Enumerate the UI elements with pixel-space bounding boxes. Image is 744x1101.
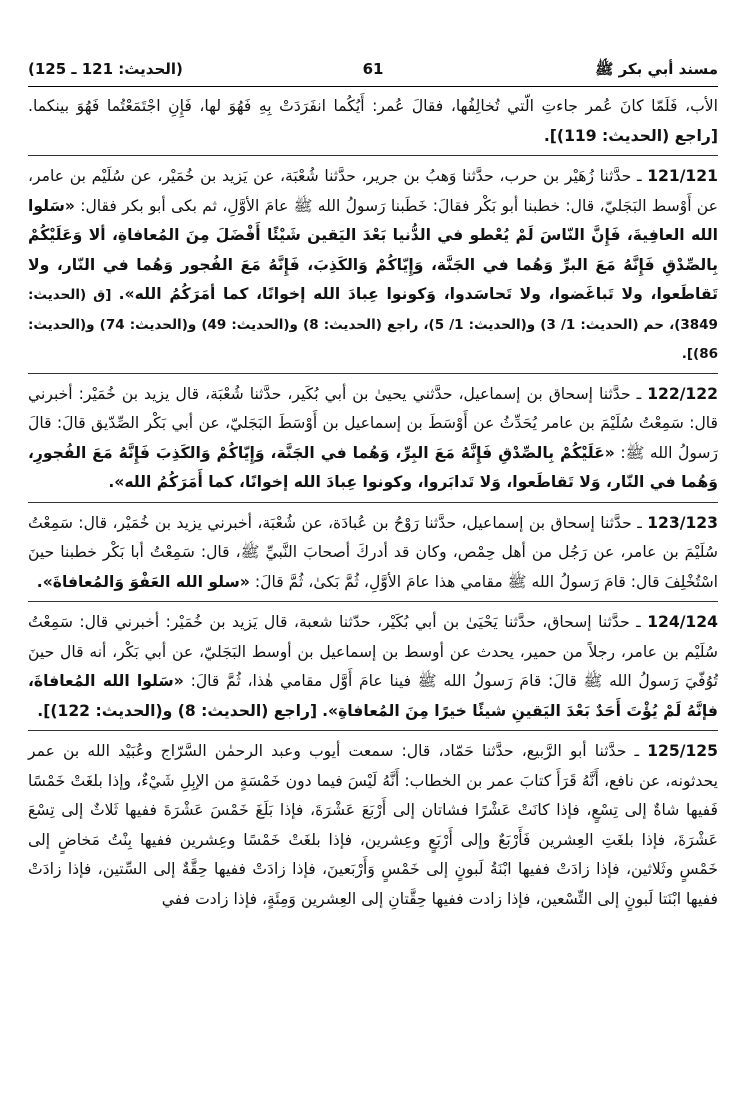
hadith-121 [28, 162, 718, 369]
hadith-matn: «سَلوا الله العافِيةَ، فَإِنَّ النّاسَ لَمْ يُعْطو في الدُّنيا بَعْدَ اليَقين شَيْئًا أَفْضَلَ مِنَ المُعافاةِ، ألا وَعَلَيْكُمْ بِالصِّدْقِ فَإِنَّهُ مَعَ البرِّ وَهُما في الجَنَّة، وَإِيّاكُمْ وَالكَذِبَ، فَإِنَّهُ مَعَ الفُجور وَهُما في النّار، ولا تَقاطَعوا، ولا تَباغَضوا، ولا تَحاسَدوا، وَكونوا عِبادَ الله إخوانًا، كما أمَرَكُمُ الله». [28, 196, 718, 303]
hadith-122 [28, 380, 718, 498]
hadith-matn: «سَلوا الله المُعافاةَ، فإنَّهُ لَمْ يُؤْتَ أَحَدٌ بَعْدَ اليَقينِ شيئًا خيرًا مِنَ المُعافاةِ». [28, 672, 718, 720]
hadith-matn: «عَلَيْكُمْ بِالصِّدْقِ فَإِنَّهُ مَعَ البِرِّ، وَهُما في الجَنَّة، وَإِيّاكُمْ وَالكَذِبَ فَإِنَّهُ مَعَ الفُجورِ، وَهُما في النّار، وَلا تَقاطَعوا، وَلا تَدابَروا، وكونوا عِبادَ الله إخوانًا، كما أَمَرَكُمُ الله». [28, 443, 718, 491]
hadith-text: ـ حدَّثنا أبو الرَّبيع، حدَّثنا حَمّاد، قال: سمعت أيوب وعبد الرحمٰن السَّرّاج وعُبَيْد الله بن عمر يحدثونه، عن نافع، أَنَّهُ قَرَأَ كتابَ عمر بن الخطاب: أَنَّهُ لَيْسَ فيما دون خَمْسَةٍ من الإبِلِ شَيْءٌ، وإذا بلغَتْ خَمْسًا فَفيها شاةٌ إلى تِسْعٍ، فإذا كانَتْ عَشْرًا فشاتان إلى أَرْبَعَ عَشْرَةَ، فإذا بَلَغَ خَمْسَ عَشْرَةَ ففيها ثَلاثٌ إلى تِسْعَ عَشْرَةَ، فإذا بلغَتِ العِشرين فَأَرْبَعٌ وإلى أَرْبَعٍ وعِشرين، فإذا بلغَتْ خَمْسًا وعِشرين ففيها بِنْتُ مَخاضٍ إلى خَمْسٍ وثَلاثين، فإذا زادَتْ ففيها ابْنَةُ لَبونٍ إلى خَمْسٍ وَأَرْبَعينَ، فإذا زادَتْ ففيها حِقَّةٌ إلى السِّتين، فإذا زادَتْ ففيها ابْنَتا لَبونٍ إلى التِّسْعين، فإذا زادت ففيها حِقَّتانِ إلى العِشرين وَمِئَةٍ، فإذا زادت ففي [28, 742, 718, 908]
separator [28, 601, 718, 602]
hadith-refs: [راجع (الحديث: 8) و(الحديث: 122)]. [37, 701, 318, 720]
separator [28, 730, 718, 731]
hadith-number: 122/122 [647, 384, 718, 403]
hadith-125 [28, 737, 718, 914]
page-number: 61 [362, 60, 384, 78]
book-title: مسند أبي بكر ﷺ [595, 60, 718, 78]
hadith-matn: «سلو الله العَفْوَ وَالمُعافاةَ». [36, 572, 250, 591]
hadith-chain: ـ حدَّثنا إسحاق بن إسماعيل، حدَّثنا رَوْحُ بن عُبادَة، عن شُعْبَة، أخبرني يزيد بن خُمَيْر، قال: سَمِعْتُ سُلَيْمَ بن عامر، عن رَجُل من أهل حِمْص، وكان قد أدركَ أصحابَ النَّبيِّ ﷺ، قال: سَمِعْتُ أبا بَكْر خطبنا حينَ اسْتُخْلِفَ قال: قامَ رَسولُ الله ﷺ مقامي هذا عامَ الأوَّلِ، ثُمَّ بَكىٰ، ثُمَّ قالَ: [28, 513, 718, 591]
intro-ref: [راجع (الحديث: 119)]. [543, 126, 718, 145]
hadith-124 [28, 608, 718, 726]
separator [28, 155, 718, 156]
hadith-refs: [ق (الحديث: 3849)، حم (الحديث: 1/ 3) و(الحديث: 1/ 5)، راجع (الحديث: 8) و(الحديث: 49) و(الحديث: 74) و(الحديث: 86)]. [28, 287, 718, 362]
hadith-number: 125/125 [647, 742, 718, 760]
hadith-chain: ـ حدَّثنا إسحاق بن إسماعيل، حدَّثني يحيىٰ بن أبي بُكَير، حدَّثنا شُعْبَة، قال يزيد بن خُمَيْر: أخبرني قال: سَمِعْتُ سُلَيْمَ بن عامر يُحَدِّثُ عن أَوْسَطَ بن إسماعيل بن أَوْسَطَ البَجَليّ، عن أبي بَكْر الصِّدّيق قالَ: قالَ رَسولُ الله ﷺ: [28, 384, 718, 462]
intro-paragraph [28, 92, 718, 151]
separator [28, 373, 718, 374]
intro-text: الأب، فَلَمّا كانَ عُمر جاءتِ الّتي تُخالِفُها، فقالَ عُمر: أَيُكُما انفَرَدَتْ بِهِ فَهُوَ لها، فَإِنِ اجْتَمَعْتُما فَهُوَ بينكما. [28, 97, 718, 115]
hadith-chain: ـ حدَّثنا زُهَيْر بن حرب، حدَّثنا وَهبُ بن جرير، حدَّثنا شُعْبَة، عن يَزيد بن خُمَيْر، عن سُلَيْم بن عامر، عن أَوْسط البَجَليّ، قال: خطبنا أبو بَكْر فقالَ: خَطَبنا رَسولُ الله ﷺ عامَ الأوَّلِ، ثم بكى أبو بكر فقال: [28, 167, 718, 215]
hadith-number: 121/121 [647, 167, 718, 185]
header-rule [28, 86, 718, 87]
page-header [28, 56, 718, 84]
hadith-123 [28, 509, 718, 598]
hadith-number: 123/123 [647, 513, 718, 532]
hadith-chain: ـ حدَّثنا إسحاق، حدَّثنا يَحْيَىٰ بن أبي بُكَيْر، حدّثنا شعبة، قال يَزيد بن خُمَيْر: أخبرني قال: سَمِعْتُ سُلَيْم بن عامر، رجلاً من حمير، يحدث عن أوسط بن إسماعيل بن أوسط البَجَليّ، عن أبي بَكْر، أنه قال حينَ تُوُفّيَ رَسولُ الله ﷺ قالَ: قامَ رَسولُ الله ﷺ فينا عامَ أَوَّل مقامي هٰذا، ثُمَّ قالَ: [28, 613, 718, 690]
hadith-number: 124/124 [647, 613, 718, 631]
hadith-range: (الحديث: 121 ـ 125) [28, 60, 183, 78]
page-body [28, 92, 718, 1082]
separator [28, 502, 718, 503]
